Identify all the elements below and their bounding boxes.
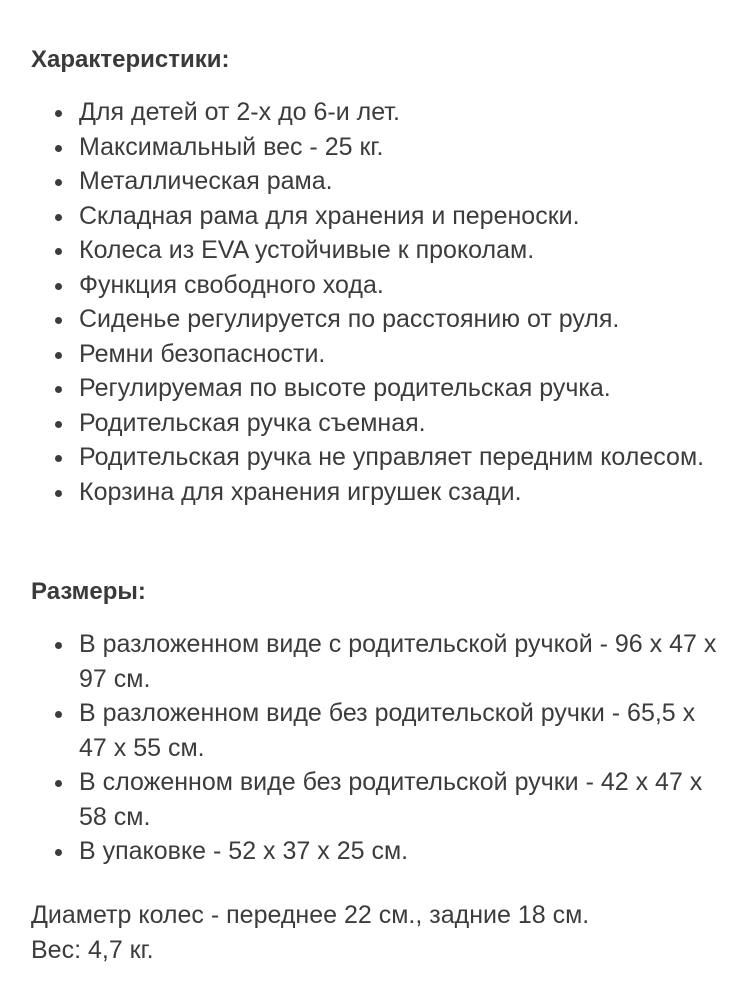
list-item-text: Регулируемая по высоте родительская ручка. xyxy=(79,374,611,402)
specs-list xyxy=(31,95,721,509)
list-item xyxy=(31,696,721,765)
bullet-icon xyxy=(55,248,62,255)
list-item xyxy=(31,164,721,199)
weight-text: Вес: 4,7 кг. xyxy=(31,935,154,964)
bullet-icon xyxy=(55,421,62,428)
sizes-list xyxy=(31,627,721,869)
bullet-icon xyxy=(55,317,62,324)
list-item-text: Сиденье регулируется по расстоянию от руля. xyxy=(79,305,620,333)
list-item xyxy=(31,95,721,130)
bullet-icon xyxy=(55,780,62,787)
list-item-text: Складная рама для хранения и переноски. xyxy=(79,201,580,230)
bullet-icon xyxy=(55,214,62,221)
list-item-text: Ремни безопасности. xyxy=(79,339,326,368)
list-item xyxy=(31,199,721,234)
bullet-icon xyxy=(55,455,62,462)
list-item xyxy=(31,337,721,372)
bullet-icon xyxy=(55,179,62,186)
list-item-text: В разложенном виде без родительской ручки - 65,5 x 47 x 55 см. xyxy=(79,699,696,762)
wheel-diameter-text: Диаметр колес - переднее 22 см., задние 18 см. xyxy=(31,901,590,929)
bullet-icon xyxy=(55,352,62,359)
list-item xyxy=(31,627,721,696)
list-item xyxy=(31,371,721,406)
list-item xyxy=(31,440,721,475)
list-item xyxy=(31,233,721,268)
footer-info xyxy=(31,898,589,967)
bullet-icon xyxy=(55,145,62,152)
bullet-icon xyxy=(55,642,62,649)
list-item-text: Максимальный вес - 25 кг. xyxy=(79,132,384,161)
list-item xyxy=(31,302,721,337)
list-item-text: Металлическая рама. xyxy=(79,167,333,195)
list-item-text: Для детей от 2-х до 6-и лет. xyxy=(79,98,400,126)
list-item xyxy=(31,834,721,869)
list-item-text: Родительская ручка не управляет передним колесом. xyxy=(79,443,705,471)
sizes-heading: Размеры: xyxy=(31,578,146,605)
list-item-text: В разложенном виде с родительской ручкой - 96 x 47 x 97 см. xyxy=(79,630,717,693)
bullet-icon xyxy=(55,711,62,718)
bullet-icon xyxy=(55,849,62,856)
list-item xyxy=(31,765,721,834)
list-item xyxy=(31,475,721,510)
list-item-text: Корзина для хранения игрушек сзади. xyxy=(79,477,522,506)
bullet-icon xyxy=(55,490,62,497)
list-item-text: В упаковке - 52 x 37 x 25 см. xyxy=(79,837,409,865)
list-item-text: В сложенном виде без родительской ручки - 42 x 47 x 58 см. xyxy=(79,768,703,831)
list-item-text: Родительская ручка съемная. xyxy=(79,408,426,437)
specs-heading: Характеристики: xyxy=(31,46,230,73)
list-item xyxy=(31,268,721,303)
bullet-icon xyxy=(55,283,62,290)
list-item-text: Функция свободного хода. xyxy=(79,270,384,299)
list-item-text: Колеса из EVA устойчивые к проколам. xyxy=(79,236,535,264)
bullet-icon xyxy=(55,110,62,117)
list-item xyxy=(31,406,721,441)
bullet-icon xyxy=(55,386,62,393)
list-item xyxy=(31,130,721,165)
